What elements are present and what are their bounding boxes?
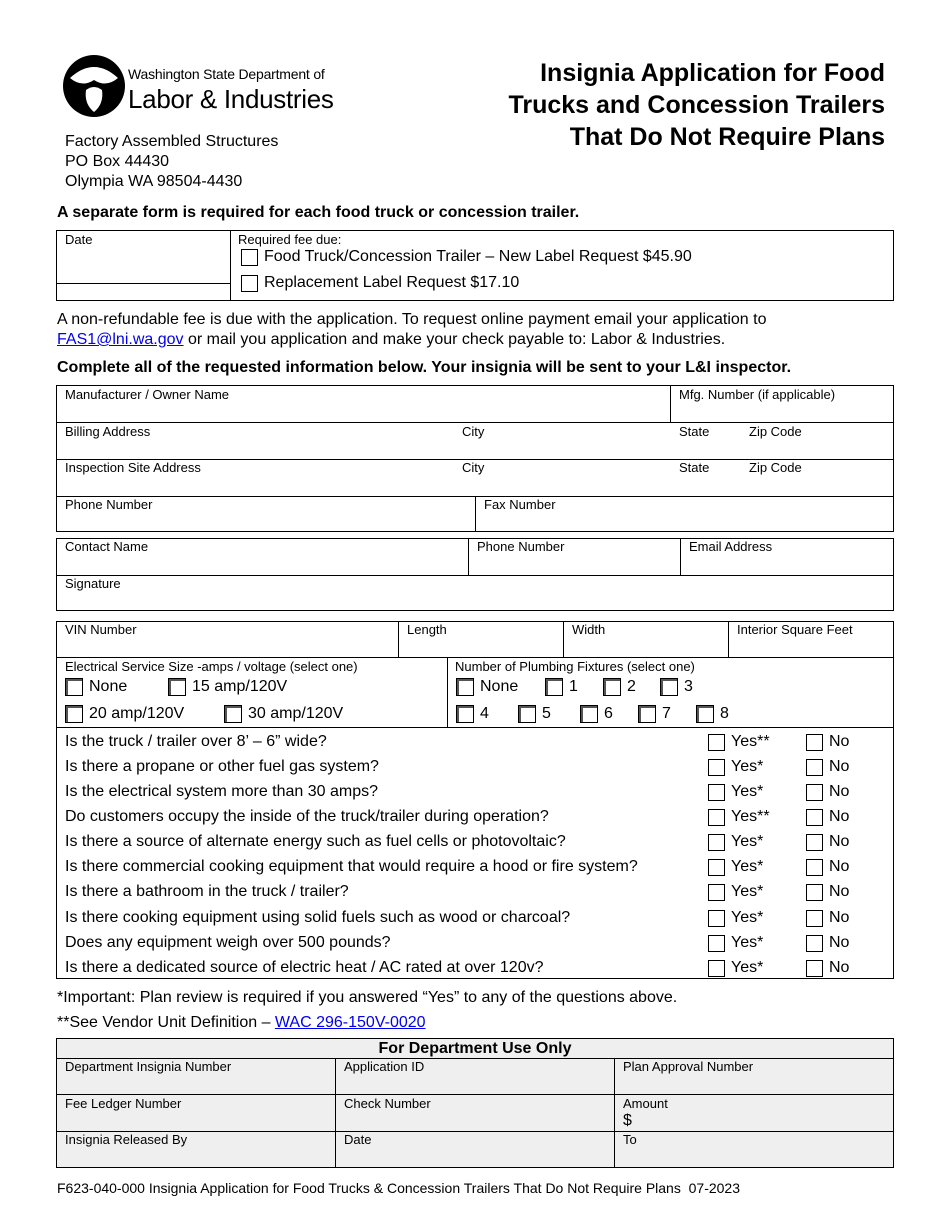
plumbing-option-8[interactable]	[696, 705, 729, 723]
yes-label: Yes*	[731, 909, 764, 926]
checkbox[interactable]	[456, 705, 474, 723]
checkbox[interactable]	[806, 734, 823, 751]
answer-no[interactable]	[806, 758, 849, 776]
length-label: Length	[407, 622, 447, 637]
billing-zip-label: Zip Code	[749, 424, 802, 439]
vin-label: VIN Number	[65, 622, 137, 637]
address-line: PO Box 44430	[65, 153, 170, 170]
fee-option-new-label[interactable]	[241, 248, 692, 266]
plan-approval-label: Plan Approval Number	[623, 1059, 754, 1074]
address-line: Olympia WA 98504-4430	[65, 173, 243, 190]
date-field-label: Date	[65, 232, 93, 247]
option-label: 7	[662, 705, 671, 722]
answer-yes[interactable]	[708, 733, 770, 751]
checkbox[interactable]	[708, 784, 725, 801]
yes-label: Yes*	[731, 934, 764, 951]
checkbox[interactable]	[806, 910, 823, 927]
inspection-city-label: City	[462, 460, 485, 475]
date-field[interactable]	[57, 248, 229, 282]
question-text: Is there commercial cooking equipment that would require a hood or fire system?	[65, 858, 638, 875]
yes-label: Yes**	[731, 733, 770, 750]
billing-state-label: State	[679, 424, 710, 439]
electrical-option-15amp[interactable]	[168, 678, 287, 696]
released-by-label: Insignia Released By	[65, 1132, 188, 1147]
agency-line1: Washington State Department of	[128, 66, 325, 82]
address-line: Factory Assembled Structures	[65, 133, 279, 150]
checkbox[interactable]	[708, 759, 725, 776]
no-label: No	[829, 833, 850, 850]
option-label: 2	[627, 678, 636, 695]
option-label: 20 amp/120V	[89, 705, 185, 722]
plumbing-option-7[interactable]	[638, 705, 671, 723]
question-text: Is there a source of alternate energy such as fuel cells or photovoltaic?	[65, 833, 566, 850]
checkbox[interactable]	[806, 759, 823, 776]
no-label: No	[829, 858, 850, 875]
lni-logo-icon	[62, 54, 126, 118]
checkbox[interactable]	[168, 678, 186, 696]
checkbox[interactable]	[708, 834, 725, 851]
checkbox[interactable]	[224, 705, 242, 723]
question-text: Is there a dedicated source of electric heat / AC rated at over 120v?	[65, 959, 544, 976]
plumbing-option-6[interactable]	[580, 705, 613, 723]
plumbing-option-5[interactable]	[518, 705, 551, 723]
option-label: 5	[542, 705, 551, 722]
checkbox[interactable]	[806, 884, 823, 901]
mailing-address	[65, 132, 278, 192]
answer-yes[interactable]	[708, 934, 763, 952]
plumbing-option-3[interactable]	[660, 678, 693, 696]
plumbing-option-none[interactable]	[456, 678, 518, 696]
electrical-service-label: Electrical Service Size -amps / voltage (select one)	[65, 659, 358, 674]
yes-label: Yes**	[731, 808, 770, 825]
checkbox[interactable]	[696, 705, 714, 723]
question-text: Is the truck / trailer over 8’ – 6” wide?	[65, 733, 327, 750]
checkbox[interactable]	[65, 678, 83, 696]
yes-label: Yes*	[731, 883, 764, 900]
plumbing-option-1[interactable]	[545, 678, 578, 696]
title-line: Insignia Application for Food	[540, 59, 885, 87]
department-use-heading: For Department Use Only	[378, 1040, 572, 1057]
checkbox[interactable]	[660, 678, 678, 696]
electrical-option-20amp[interactable]	[65, 705, 184, 723]
yes-label: Yes*	[731, 959, 764, 976]
answer-no[interactable]	[806, 858, 849, 876]
no-label: No	[829, 783, 850, 800]
interior-sqft-label: Interior Square Feet	[737, 622, 853, 637]
answer-yes[interactable]	[708, 959, 763, 977]
answer-yes[interactable]	[708, 783, 763, 801]
check-number-label: Check Number	[344, 1096, 431, 1111]
fee-option-replacement[interactable]	[241, 274, 519, 292]
fee-due-label: Required fee due:	[238, 232, 342, 247]
billing-city-label: City	[462, 424, 485, 439]
answer-yes[interactable]	[708, 909, 763, 927]
option-label: 4	[480, 705, 489, 722]
payment-email-link[interactable]: FAS1@lni.wa.gov	[57, 331, 184, 348]
answer-yes[interactable]	[708, 808, 770, 826]
no-label: No	[829, 758, 850, 775]
checkbox[interactable]	[603, 678, 621, 696]
checkbox[interactable]	[545, 678, 563, 696]
checkbox[interactable]	[518, 705, 536, 723]
release-date-label: Date	[344, 1132, 372, 1147]
no-label: No	[829, 883, 850, 900]
application-id-label: Application ID	[344, 1059, 425, 1074]
phone-label: Phone Number	[65, 497, 153, 512]
plumbing-option-2[interactable]	[603, 678, 636, 696]
release-to-label: To	[623, 1132, 637, 1147]
answer-no[interactable]	[806, 883, 849, 901]
mfg-number-label: Mfg. Number (if applicable)	[679, 387, 836, 402]
answer-yes[interactable]	[708, 883, 763, 901]
separate-form-notice: A separate form is required for each food truck or concession trailer.	[57, 204, 580, 221]
vendor-note-text: **See Vendor Unit Definition –	[57, 1014, 275, 1031]
checkbox[interactable]	[806, 834, 823, 851]
owner-name-label: Manufacturer / Owner Name	[65, 387, 230, 402]
answer-no[interactable]	[806, 733, 849, 751]
answer-no[interactable]	[806, 783, 849, 801]
width-label: Width	[572, 622, 606, 637]
wac-link[interactable]: WAC 296-150V-0020	[274, 1014, 426, 1031]
checkbox[interactable]	[241, 249, 258, 266]
checkbox[interactable]	[806, 960, 823, 977]
checkbox[interactable]	[806, 859, 823, 876]
answer-no[interactable]	[806, 909, 849, 927]
checkbox[interactable]	[580, 705, 598, 723]
checkbox[interactable]	[806, 935, 823, 952]
checkbox[interactable]	[806, 784, 823, 801]
fee-ledger-label: Fee Ledger Number	[65, 1096, 182, 1111]
checkbox[interactable]	[708, 884, 725, 901]
checkbox[interactable]	[708, 734, 725, 751]
answer-yes[interactable]	[708, 758, 763, 776]
inspection-site-label: Inspection Site Address	[65, 460, 201, 475]
important-note: *Important: Plan review is required if you answered “Yes” to any of the questions above.	[57, 989, 678, 1006]
inspection-zip-label: Zip Code	[749, 460, 802, 475]
no-label: No	[829, 808, 850, 825]
checkbox[interactable]	[708, 910, 725, 927]
inspection-state-label: State	[679, 460, 710, 475]
yes-label: Yes*	[731, 783, 764, 800]
agency-line2: Labor & Industries	[128, 84, 334, 114]
option-label: 8	[720, 705, 729, 722]
checkbox[interactable]	[708, 809, 725, 826]
yes-label: Yes*	[731, 833, 764, 850]
vendor-definition-note	[57, 1013, 426, 1033]
answer-yes[interactable]	[708, 858, 763, 876]
plumbing-fixtures-label: Number of Plumbing Fixtures (select one)	[455, 659, 695, 674]
title-line: That Do Not Require Plans	[569, 123, 885, 151]
fax-label: Fax Number	[484, 497, 556, 512]
checkbox[interactable]	[708, 859, 725, 876]
answer-yes[interactable]	[708, 833, 763, 851]
option-label: 6	[604, 705, 613, 722]
question-text: Do customers occupy the inside of the truck/trailer during operation?	[65, 808, 549, 825]
signature-label: Signature	[65, 576, 121, 591]
payment-instructions	[57, 310, 897, 350]
checkbox[interactable]	[708, 960, 725, 977]
payment-line1: A non-refundable fee is due with the application. To request online payment email your application to	[57, 311, 767, 328]
insignia-number-label: Department Insignia Number	[65, 1059, 232, 1074]
option-label: 30 amp/120V	[248, 705, 344, 722]
plumbing-option-4[interactable]	[456, 705, 489, 723]
complete-notice: Complete all of the requested information below. Your insignia will be sent to your L&I inspector.	[57, 359, 792, 376]
amount-dollar-sign: $	[623, 1112, 632, 1129]
option-label: 1	[569, 678, 578, 695]
electrical-option-30amp[interactable]	[224, 705, 343, 723]
checkbox[interactable]	[806, 809, 823, 826]
contact-name-label: Contact Name	[65, 539, 149, 554]
question-text: Is there a bathroom in the truck / trailer?	[65, 883, 349, 900]
form-title	[425, 57, 885, 153]
no-label: No	[829, 959, 850, 976]
answer-no[interactable]	[806, 833, 849, 851]
checkbox[interactable]	[456, 678, 474, 696]
payment-line2-text: or mail you application and make your check payable to: Labor & Industries.	[183, 331, 726, 348]
contact-phone-label: Phone Number	[477, 539, 565, 554]
yes-label: Yes*	[731, 858, 764, 875]
payment-line2	[57, 330, 897, 350]
question-text: Is there cooking equipment using solid fuels such as wood or charcoal?	[65, 909, 571, 926]
electrical-option-none[interactable]	[65, 678, 127, 696]
amount-label: Amount	[623, 1096, 668, 1111]
fee-option-label: Replacement Label Request $17.10	[264, 274, 520, 291]
no-label: No	[829, 733, 850, 750]
answer-no[interactable]	[806, 808, 849, 826]
agency-logo	[62, 54, 332, 118]
title-line: Trucks and Concession Trailers	[508, 91, 885, 119]
answer-no[interactable]	[806, 934, 849, 952]
checkbox[interactable]	[708, 935, 725, 952]
no-label: No	[829, 909, 850, 926]
fee-option-label: Food Truck/Concession Trailer – New Label Request $45.90	[264, 248, 692, 265]
yes-label: Yes*	[731, 758, 764, 775]
answer-no[interactable]	[806, 959, 849, 977]
option-label: 3	[684, 678, 693, 695]
question-text: Is the electrical system more than 30 amps?	[65, 783, 379, 800]
checkbox[interactable]	[65, 705, 83, 723]
question-text: Is there a propane or other fuel gas system?	[65, 758, 379, 775]
billing-address-label: Billing Address	[65, 424, 151, 439]
no-label: No	[829, 934, 850, 951]
checkbox[interactable]	[241, 275, 258, 292]
checkbox[interactable]	[638, 705, 656, 723]
contact-email-label: Email Address	[689, 539, 773, 554]
option-label: None	[480, 678, 519, 695]
question-text: Does any equipment weigh over 500 pounds?	[65, 934, 391, 951]
option-label: 15 amp/120V	[192, 678, 288, 695]
option-label: None	[89, 678, 128, 695]
form-footer: F623-040-000 Insignia Application for Food Trucks & Concession Trailers That Do Not Require Plans 07-2023	[57, 1180, 740, 1196]
